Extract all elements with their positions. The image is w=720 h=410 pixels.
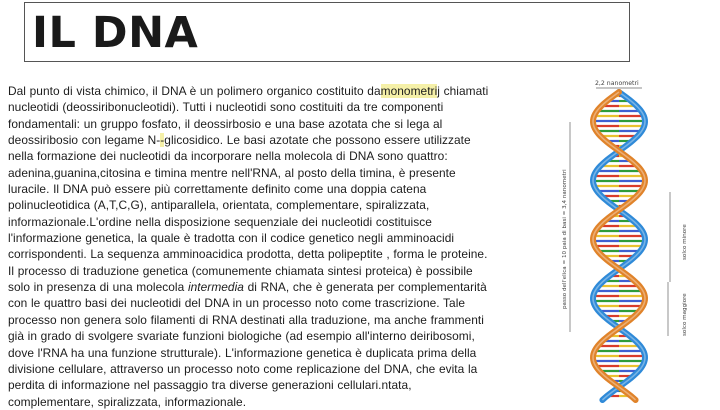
text-line: complementare, spiralizzata, informazionale. xyxy=(8,394,247,409)
major-groove-label: solco maggiore xyxy=(682,293,688,336)
body-paragraph xyxy=(8,83,533,410)
text-line: deossiribosio con legame N--glicosidico. Le basi azotate che possono essere utilizzate xyxy=(8,133,471,148)
text-line: già in grado di svolgere svariate funzioni biologiche (ad esempio all'interno deiribosomi, xyxy=(8,329,475,344)
text-line: con le quattro basi dei nucleotidi del DNA in un processo noto come trascrizione. Tale xyxy=(8,296,466,311)
text-line: l'informazione genetica, la quale è tradotta con il codice genetico negli amminoacidi xyxy=(8,231,455,246)
pitch-label: passo dell'elica = 10 paia di basi = 3,4 nanometri xyxy=(562,169,568,309)
text-line: nucleotidi (deossiribonucleotidi). Tutti i nucleotidi sono costituiti da tre componenti xyxy=(8,100,444,115)
width-label: 2,2 nanometri xyxy=(595,80,639,87)
dna-helix-svg xyxy=(548,74,720,405)
minor-groove-label: solco minore xyxy=(682,224,688,260)
text-line: informazionale.L'ordine nella disposizione sequenziale dei nucleotidi costituisce xyxy=(8,214,432,229)
dna-double-helix-figure xyxy=(548,74,720,405)
text-line: Il processo di traduzione genetica (comunemente chiamata sintesi proteica) è possibile xyxy=(8,263,473,278)
text-line: fondamentali: un gruppo fosfato, il deossirbosio e una base azotata che si lega al xyxy=(8,116,443,131)
title-box xyxy=(24,2,630,62)
text-line: polinucleotidica (A,T,C,G), antiparallela, orientata, complementare, spiralizzata, xyxy=(8,198,430,213)
text-line: processo non genera solo filamenti di RNA destinati alla traduzione, ma anche frammenti xyxy=(8,312,484,327)
page-title: IL DNA xyxy=(32,8,199,58)
base-pairs xyxy=(593,96,645,396)
text-line: corrispondenti. La sequenza amminoacidica prodotta, detta polipeptite , forma le proteine. xyxy=(8,247,488,262)
text-line: solo in presenza di una molecola intermedia di RNA, che è generata per complementarità xyxy=(8,280,487,295)
text-line: luracile. Il DNA può essere più correttamente definito come una doppia catena xyxy=(8,182,427,197)
text-line: adenina,guanina,citosina e timina mentre nell'RNA, al posto della timina, è presente xyxy=(8,165,456,180)
text-line: dove l'RNA ha una funzione strutturale). L'informazione genetica è duplicata prima della xyxy=(8,345,477,360)
text-line: nella formazione dei nucleotidi da incorporare nella molecola di DNA sono quattro: xyxy=(8,149,448,164)
text-line: Dal punto di vista chimico, il DNA è un polimero organico costituito damonometrij chiamati xyxy=(8,84,489,98)
text-line: divisione cellulare, attraverso un processo noto come replicazione del DNA, che evita la xyxy=(8,361,478,376)
text-line: perdita di informazione nel passaggio tra diverse generazioni cellulari.ntata, xyxy=(8,378,412,393)
